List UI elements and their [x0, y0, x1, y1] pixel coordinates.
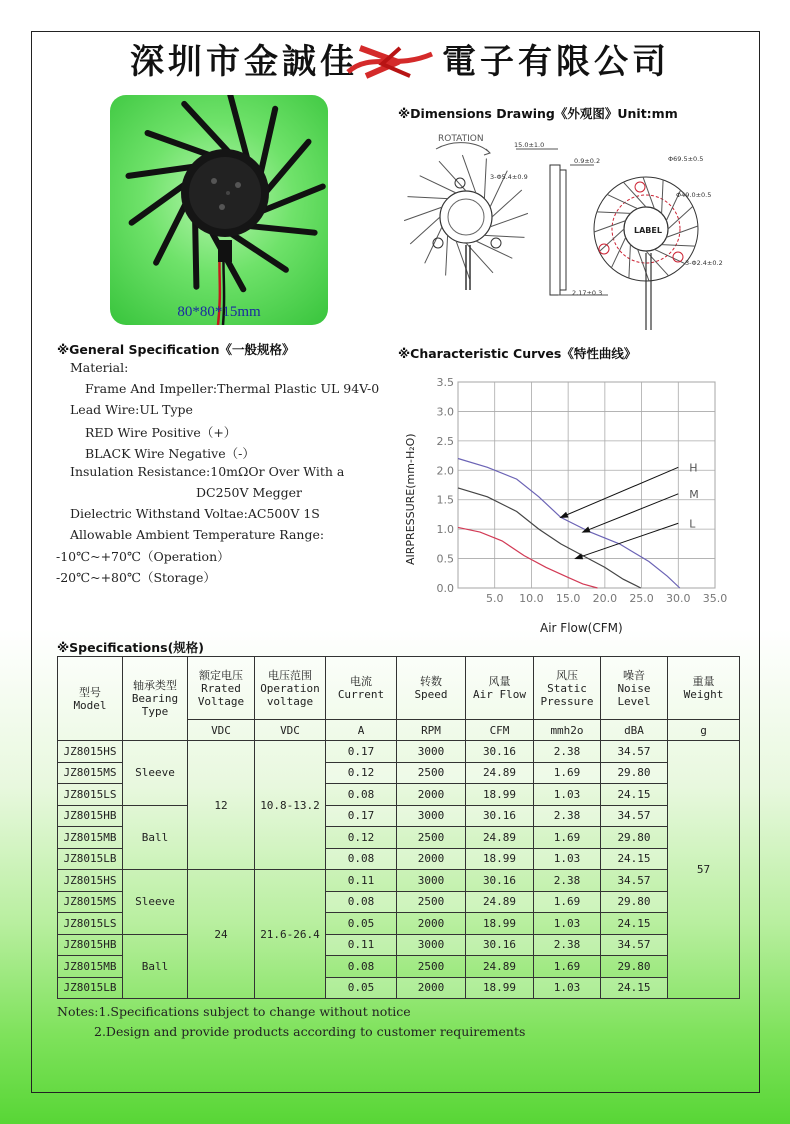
- speed-cell: 2500: [397, 956, 466, 978]
- current-cell: 0.12: [326, 827, 397, 849]
- dim-label-width: 15.0±1.0: [514, 141, 545, 149]
- model-cell: JZ8015MS: [58, 891, 123, 913]
- noise-cell: 34.57: [601, 870, 668, 892]
- col-header-current: [326, 657, 397, 720]
- voltage-range-cell: 21.6-26.4: [255, 870, 326, 999]
- speed-cell: 3000: [397, 934, 466, 956]
- current-cell: 0.12: [326, 762, 397, 784]
- header-text: 重量 Weight: [683, 675, 724, 701]
- airflow-cell: 30.16: [466, 870, 534, 892]
- fin-line: [594, 221, 626, 232]
- chart-ytick-label: 2.5: [436, 434, 454, 448]
- dim-label-inner-diameter: Φ49.0±0.5: [676, 191, 712, 199]
- current-cell: 0.11: [326, 870, 397, 892]
- noise-cell: 34.57: [601, 741, 668, 763]
- model-cell: JZ8015MB: [58, 956, 123, 978]
- fin-line: [462, 155, 476, 193]
- speed-cell: 3000: [397, 741, 466, 763]
- noise-cell: 24.15: [601, 913, 668, 935]
- pressure-cell: 2.38: [534, 870, 601, 892]
- col-header-model: [58, 657, 123, 741]
- header-text: 风量 Air Flow: [473, 675, 526, 701]
- dim-label-thickness: 0.9±0.2: [574, 157, 601, 165]
- product-photo: [110, 95, 328, 325]
- current-cell: 0.08: [326, 891, 397, 913]
- pressure-cell: 1.03: [534, 913, 601, 935]
- chart-series-line-M: [458, 488, 641, 588]
- airflow-cell: 24.89: [466, 956, 534, 978]
- current-cell: 0.05: [326, 913, 397, 935]
- table-row: [58, 934, 740, 956]
- spec-black-wire: BLACK Wire Negative（-）: [85, 446, 255, 461]
- speed-cell: 3000: [397, 805, 466, 827]
- fin-line: [420, 176, 456, 193]
- dim-label-outer-diameter: Φ69.5±0.5: [668, 155, 704, 163]
- unit-cell: VDC: [255, 720, 326, 741]
- model-cell: JZ8015HB: [58, 934, 123, 956]
- fin-line: [643, 177, 654, 209]
- fin-line: [629, 245, 631, 279]
- speed-cell: 3000: [397, 870, 466, 892]
- spec-megger: DC250V Megger: [196, 485, 303, 500]
- rated-voltage-cell: 12: [188, 741, 255, 870]
- current-cell: 0.17: [326, 805, 397, 827]
- model-cell: JZ8015HB: [58, 805, 123, 827]
- chart-series-label: L: [689, 517, 696, 531]
- fin-line: [446, 235, 448, 275]
- spec-insulation: Insulation Resistance:10mΩOr Over With a: [70, 464, 345, 479]
- fan-blade: [156, 203, 186, 263]
- bearing-cell: Sleeve: [123, 870, 188, 935]
- chart-ylabel: AIRPRESSURE(mm-H₂O): [404, 433, 417, 565]
- fin-line: [597, 212, 631, 214]
- col-header-air-flow: [466, 657, 534, 720]
- airflow-cell: 30.16: [466, 934, 534, 956]
- chart-ytick-label: 1.0: [436, 523, 454, 537]
- weight-cell: 57: [668, 741, 740, 999]
- col-header-noise: [601, 657, 668, 720]
- fan-blade: [265, 142, 309, 193]
- speed-cell: 2000: [397, 784, 466, 806]
- pressure-cell: 2.38: [534, 934, 601, 956]
- current-cell: 0.11: [326, 934, 397, 956]
- header-text: 电压范围 Operation voltage: [260, 668, 320, 708]
- speed-cell: 2500: [397, 891, 466, 913]
- fin-line: [456, 241, 470, 279]
- dim-label-offset: 2.17±0.3: [572, 289, 603, 297]
- chart-series-label: M: [689, 487, 699, 501]
- fan-blade: [230, 233, 286, 270]
- speed-cell: 2500: [397, 762, 466, 784]
- model-cell: JZ8015MB: [58, 827, 123, 849]
- company-name-right: 電子有限公司: [442, 42, 670, 82]
- airflow-cell: 18.99: [466, 977, 534, 999]
- airflow-cell: 18.99: [466, 913, 534, 935]
- company-name-left: 深圳市金誠佳: [130, 42, 358, 82]
- unit-cell: A: [326, 720, 397, 741]
- dim-label-label: LABEL: [634, 226, 662, 235]
- chart-xtick-label: 20.0: [592, 592, 618, 605]
- header-text: 电流 Current: [337, 675, 385, 701]
- noise-cell: 24.15: [601, 848, 668, 870]
- dimensions-drawing: [398, 125, 728, 330]
- noise-cell: 24.15: [601, 784, 668, 806]
- company-header: [130, 40, 670, 84]
- noise-cell: 29.80: [601, 956, 668, 978]
- model-cell: JZ8015LS: [58, 784, 123, 806]
- header-text: 风压 Static Pressure: [540, 668, 594, 708]
- notes-line-2: 2.Design and provide products according to customer requirements: [94, 1024, 526, 1039]
- unit-cell: mmh2o: [534, 720, 601, 741]
- chart-ytick-label: 0.5: [436, 552, 454, 566]
- chart-ytick-label: 1.5: [436, 493, 454, 507]
- dim-label-small-holes: 3-Φ2.4±0.2: [685, 259, 723, 267]
- spec-frame: Frame And Impeller:Thermal Plastic UL 94V-0: [85, 381, 380, 396]
- spec-dielectric: Dielectric Withstand Voltae:AC500V 1S: [70, 506, 320, 521]
- table-row: [58, 741, 740, 763]
- chart-xtick-label: 35.0: [702, 592, 728, 605]
- table-row: [58, 805, 740, 827]
- col-header-speed: [397, 657, 466, 720]
- table-row: [58, 870, 740, 892]
- fin-line: [666, 226, 698, 237]
- airflow-cell: 24.89: [466, 891, 534, 913]
- model-cell: JZ8015LS: [58, 913, 123, 935]
- unit-cell: VDC: [188, 720, 255, 741]
- specifications-table: [57, 656, 740, 999]
- spec-red-wire: RED Wire Positive（+）: [85, 425, 237, 440]
- airflow-cell: 18.99: [466, 784, 534, 806]
- unit-cell: CFM: [466, 720, 534, 741]
- chart-ytick-label: 0.0: [436, 582, 454, 595]
- header-text: 噪音 Noise Level: [617, 668, 651, 708]
- fin-line: [662, 245, 696, 247]
- fin-line: [662, 180, 664, 214]
- speed-cell: 2000: [397, 848, 466, 870]
- chart-arrowhead: [575, 554, 582, 559]
- fin-line: [404, 207, 442, 221]
- fin-line: [638, 249, 649, 281]
- fin-line: [476, 241, 512, 258]
- model-cell: JZ8015LB: [58, 848, 123, 870]
- chart-xtick-label: 5.0: [485, 592, 504, 605]
- noise-cell: 29.80: [601, 762, 668, 784]
- noise-cell: 34.57: [601, 805, 668, 827]
- fin-line: [408, 197, 448, 199]
- dimensions-title: ※Dimensions Drawing《外观图》Unit:mm: [398, 106, 678, 121]
- pressure-cell: 1.69: [534, 891, 601, 913]
- noise-cell: 29.80: [601, 827, 668, 849]
- pressure-cell: 1.69: [534, 956, 601, 978]
- noise-cell: 29.80: [601, 891, 668, 913]
- fan-blade: [195, 220, 196, 287]
- chart-xtick-label: 30.0: [666, 592, 691, 605]
- header-text: 额定电压 Rrated Voltage: [197, 668, 245, 708]
- fin-line: [607, 194, 637, 208]
- chart-arrow: [561, 467, 678, 517]
- chart-ytick-label: 3.5: [436, 376, 454, 389]
- chart-arrowhead: [583, 527, 590, 532]
- rotation-label: ROTATION: [438, 134, 484, 144]
- pressure-cell: 1.03: [534, 848, 601, 870]
- fin-line: [484, 235, 524, 237]
- col-header-weight: [668, 657, 740, 720]
- chart-ytick-label: 2.0: [436, 464, 454, 478]
- spec-operation-temp: -10℃~+70℃（Operation）: [56, 549, 230, 564]
- fin-line: [490, 213, 528, 227]
- airflow-cell: 18.99: [466, 848, 534, 870]
- notes-line-1: Notes:1.Specifications subject to change without notice: [57, 1004, 411, 1019]
- speed-cell: 2000: [397, 977, 466, 999]
- col-header-static-pressure: [534, 657, 601, 720]
- current-cell: 0.05: [326, 977, 397, 999]
- speed-cell: 2500: [397, 827, 466, 849]
- airflow-cell: 30.16: [466, 805, 534, 827]
- chart-series-label: H: [689, 461, 698, 475]
- noise-cell: 24.15: [601, 977, 668, 999]
- col-header-rated-voltage: [188, 657, 255, 720]
- unit-cell: dBA: [601, 720, 668, 741]
- chart-xtick-label: 15.0: [555, 592, 581, 605]
- fan-illustration: [110, 95, 328, 325]
- pressure-cell: 1.03: [534, 977, 601, 999]
- chart-series-line-H: [458, 459, 680, 589]
- header-text: 型号 Model: [73, 685, 107, 712]
- specs-title: ※Specifications(规格): [57, 640, 204, 655]
- fan-blade: [148, 133, 211, 156]
- fan-blade: [248, 226, 315, 233]
- airflow-cell: 30.16: [466, 741, 534, 763]
- dim-label-holes: 3-Φ5.4±0.9: [490, 173, 528, 181]
- unit-cell: RPM: [397, 720, 466, 741]
- model-cell: JZ8015HS: [58, 741, 123, 763]
- chart-xtick-label: 10.0: [519, 592, 544, 605]
- header-text: 轴承类型 Bearing Type: [131, 679, 179, 718]
- spec-temperature: Allowable Ambient Temperature Range:: [70, 527, 325, 542]
- bearing-cell: Ball: [123, 805, 188, 870]
- col-header-bearing: [123, 657, 188, 741]
- bearing-cell: Ball: [123, 934, 188, 999]
- characteristic-chart: [400, 370, 730, 640]
- pressure-cell: 2.38: [534, 805, 601, 827]
- photo-caption: 80*80*15mm: [177, 304, 261, 320]
- pressure-cell: 1.69: [534, 827, 601, 849]
- chart-arrowhead: [561, 513, 568, 518]
- header-text: 转数 Speed: [414, 675, 448, 701]
- spec-storage-temp: -20℃~+80℃（Storage）: [56, 570, 216, 585]
- noise-cell: 34.57: [601, 934, 668, 956]
- voltage-range-cell: 10.8-13.2: [255, 741, 326, 870]
- fan-blade: [260, 109, 275, 175]
- fin-line: [484, 159, 486, 199]
- pressure-cell: 1.69: [534, 762, 601, 784]
- col-header-operation-voltage: [255, 657, 326, 720]
- airflow-cell: 24.89: [466, 762, 534, 784]
- current-cell: 0.08: [326, 956, 397, 978]
- general-spec-title: ※General Specification《一般规格》: [57, 342, 295, 357]
- pressure-cell: 1.03: [534, 784, 601, 806]
- company-logo: [340, 42, 440, 82]
- model-cell: JZ8015HS: [58, 870, 123, 892]
- spec-material: Material:: [70, 360, 129, 375]
- bearing-cell: Sleeve: [123, 741, 188, 806]
- chart-ytick-label: 3.0: [436, 405, 454, 419]
- airflow-cell: 24.89: [466, 827, 534, 849]
- current-cell: 0.17: [326, 741, 397, 763]
- unit-cell: g: [668, 720, 740, 741]
- chart-xlabel: Air Flow(CFM): [540, 621, 623, 635]
- current-cell: 0.08: [326, 784, 397, 806]
- table-header-row: [58, 657, 740, 720]
- rated-voltage-cell: 24: [188, 870, 255, 999]
- current-cell: 0.08: [326, 848, 397, 870]
- pressure-cell: 2.38: [534, 741, 601, 763]
- fin-line: [611, 237, 625, 267]
- spec-lead-wire: Lead Wire:UL Type: [70, 402, 193, 417]
- speed-cell: 2000: [397, 913, 466, 935]
- chart-xtick-label: 25.0: [629, 592, 654, 605]
- model-cell: JZ8015MS: [58, 762, 123, 784]
- curves-title: ※Characteristic Curves《特性曲线》: [398, 346, 637, 361]
- model-cell: JZ8015LB: [58, 977, 123, 999]
